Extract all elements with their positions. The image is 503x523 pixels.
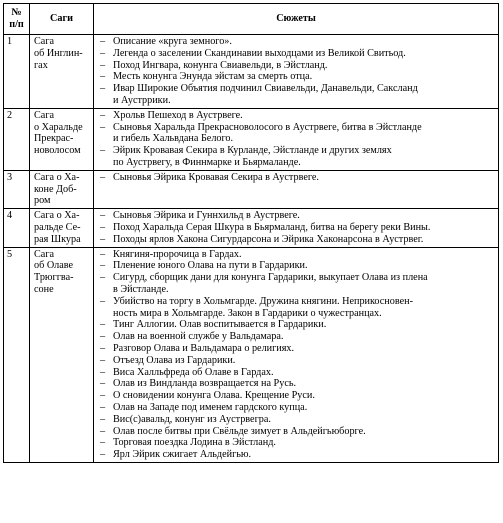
plot-item [97, 210, 495, 222]
plot-item-line: – Ярл Эйрик сжигает Альдейгью. [113, 449, 252, 461]
plot-list [97, 36, 495, 107]
plot-item [97, 60, 495, 72]
plot-item-line: – Поход Харальда Серая Шкура в Бьярмаланд, битва на берегу реки Вины. [113, 221, 431, 233]
table-row [4, 35, 499, 109]
header-plots: Сюжеты [94, 4, 499, 35]
saga-title-line: гах [34, 59, 48, 71]
plot-item [97, 249, 495, 261]
saga-title-line: Сага [34, 248, 55, 260]
plot-item-line: – Походы ярлов Хакона Сигурдарсона и Эйрика Хаконарсона в Аустрвег. [113, 233, 424, 245]
header-sagas: Саги [30, 4, 94, 35]
plot-list [97, 210, 495, 245]
plot-item-line: – Торговая поездка Лодина в Эйстланд. [113, 437, 276, 449]
saga-title-line: ром [34, 195, 51, 207]
saga-title-line: Сага о Ха- [34, 171, 80, 183]
plot-item-line: – Описание «круга земного». [113, 36, 232, 47]
plot-item-line: – О сновидении конунга Олава. Крещение Руси. [113, 390, 315, 402]
saga-title-line: Сага [34, 109, 55, 121]
plot-item [97, 222, 495, 234]
plot-item [97, 234, 495, 246]
saga-title-line: соне [34, 283, 54, 295]
plot-item [97, 145, 495, 169]
plot-list [97, 172, 495, 184]
plot-item-line: – Поход Ингвара, конунга Свиавельди, в Эйстланд. [113, 59, 328, 71]
plot-item [97, 172, 495, 184]
plot-item [97, 122, 495, 146]
plot-item [97, 378, 495, 390]
row-number: 4 [4, 209, 30, 247]
table-row [4, 108, 499, 170]
plot-list-cell [94, 247, 499, 462]
saga-title [30, 35, 94, 109]
saga-title [30, 108, 94, 170]
saga-title-line: Трюггва- [34, 272, 74, 284]
row-number: 1 [4, 35, 30, 109]
plot-item [97, 390, 495, 402]
plot-item [97, 296, 495, 320]
plot-item-line: по Аустрвегу, в Финнмарке и Бьярмаланде. [113, 156, 301, 168]
plot-item-line: – Отъезд Олава из Гардарики. [113, 354, 236, 366]
plot-item [97, 36, 495, 48]
table-container [3, 3, 499, 463]
saga-title-line: ральде Се- [34, 221, 81, 233]
plot-item-line: и гибель Хальвдана Белого. [113, 133, 234, 145]
plot-list-cell [94, 108, 499, 170]
header-number: № п/п [4, 4, 30, 35]
table-row [4, 209, 499, 247]
plot-item-line: – Хрольв Пешеход в Аустрвеге. [113, 109, 243, 121]
plot-item [97, 402, 495, 414]
saga-title-line: об Инглин- [34, 47, 83, 59]
plot-item-line: и Аустррики. [113, 94, 171, 106]
plot-item-line: в Эйстланде. [113, 283, 169, 295]
plot-item [97, 343, 495, 355]
plot-item-line: – Сыновья Харальда Прекрасноволосого в Аустрвеге, битва в Эйстланде [113, 121, 422, 133]
plot-item-line: – Олав на военной службе у Вальдамара. [113, 331, 284, 343]
plot-item-line: – Легенда о заселении Скандинавии выходцами из Великой Свитьод. [113, 47, 406, 59]
saga-title-line: рая Шкура [34, 233, 81, 245]
plot-list-cell [94, 35, 499, 109]
plot-item [97, 449, 495, 461]
plot-item [97, 437, 495, 449]
saga-title-line: коне Доб- [34, 183, 77, 195]
plot-item [97, 426, 495, 438]
plot-item [97, 414, 495, 426]
plot-item-line: – Олав после битвы при Свёльде зимует в Альдейгьюборге. [113, 425, 366, 437]
table-row [4, 170, 499, 208]
plot-item [97, 331, 495, 343]
plot-item-line: – Виса Халльфреда об Олаве в Гардах. [113, 366, 274, 378]
table-row [4, 247, 499, 462]
plot-item-line: ность мира в Хольмгарде. Закон в Гардарики о чужестранцах. [113, 307, 382, 319]
plot-item-line: – Сыновья Эйрика и Гуннхильд в Аустрвеге. [113, 210, 300, 222]
plot-list [97, 249, 495, 461]
saga-title [30, 209, 94, 247]
plot-item [97, 110, 495, 122]
plot-item-line: – Эйрик Кровавая Секира в Курланде, Эйстланде и других землях [113, 145, 392, 157]
saga-title-line: новолосом [34, 145, 81, 157]
plot-item [97, 355, 495, 367]
header-row [4, 4, 499, 35]
row-number: 2 [4, 108, 30, 170]
plot-item-line: – Пленение юного Олава на пути в Гардарики. [113, 260, 308, 272]
plot-item [97, 260, 495, 272]
plot-item-line: – Сигурд, сборщик дани для конунга Гардарики, выкупает Олава из плена [113, 272, 428, 284]
plot-list [97, 110, 495, 169]
plot-item-line: – Убийство на торгу в Хольмгарде. Дружина княгини. Неприкосновен- [113, 295, 413, 307]
plot-item-line: – Тинг Аллогии. Олав воспитывается в Гардарики. [113, 319, 327, 331]
plot-item [97, 319, 495, 331]
plot-item-line: – Олав на Западе под именем гардского купца. [113, 401, 308, 413]
plot-item-line: – Разговор Олава и Вальдамара о религиях. [113, 342, 295, 354]
row-number: 3 [4, 170, 30, 208]
saga-title [30, 247, 94, 462]
saga-title-line: об Олаве [34, 260, 74, 272]
plot-item [97, 71, 495, 83]
saga-title-line: Сага о Ха- [34, 210, 80, 222]
saga-plots-table [3, 3, 499, 463]
plot-item-line: – Ивар Широкие Объятия подчинил Свиавельди, Данавельди, Саксланд [113, 83, 418, 95]
plot-item-line: – Олав из Виндланда возвращается на Русь. [113, 378, 297, 390]
plot-item [97, 367, 495, 379]
plot-item [97, 83, 495, 107]
saga-title [30, 170, 94, 208]
plot-item-line: – Месть конунга Энунда эйстам за смерть отца. [113, 71, 313, 83]
plot-item [97, 272, 495, 296]
row-number: 5 [4, 247, 30, 462]
plot-item-line: – Княгиня-пророчица в Гардах. [113, 248, 242, 260]
saga-title-line: о Харальде [34, 121, 83, 133]
plot-item-line: – Сыновья Эйрика Кровавая Секира в Аустрвеге. [113, 171, 319, 183]
plot-item-line: – Вис(с)авальд, конунг из Аустрвегра. [113, 413, 271, 425]
plot-item [97, 48, 495, 60]
saga-title-line: Сага [34, 36, 55, 47]
plot-list-cell [94, 170, 499, 208]
saga-title-line: Прекрас- [34, 133, 74, 145]
plot-list-cell [94, 209, 499, 247]
